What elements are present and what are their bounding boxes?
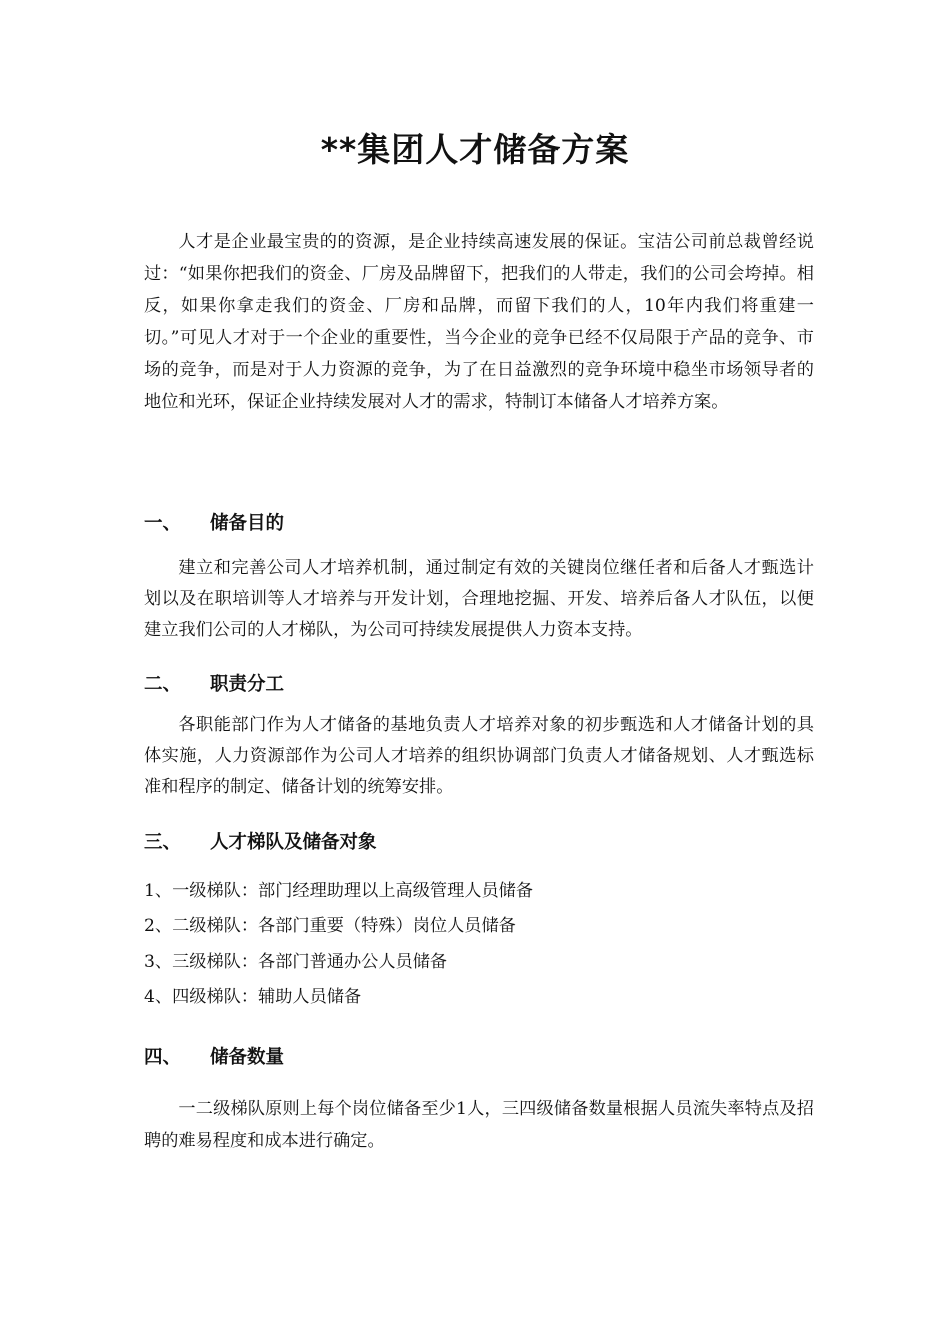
section-2-number: 二、 bbox=[144, 674, 182, 695]
tier-list-item: 3、三级梯队：各部门普通办公人员储备 bbox=[144, 952, 448, 972]
section-4-body: 一二级梯队原则上每个岗位储备至少1人，三四级储备数量根据人员流失率特点及招聘的难易程度和成本进行确定。 bbox=[144, 1099, 814, 1151]
document-title: **集团人才储备方案 bbox=[320, 130, 630, 169]
section-4-heading bbox=[144, 1043, 814, 1073]
section-1-body: 建立和完善公司人才培养机制，通过制定有效的关键岗位继任者和后备人才甄选计划以及在职培训等人才培养与开发计划，合理地挖掘、开发、培养后备人才队伍，以便建立我们公司的人才梯队，为公司可持续发展提供人力资本支持。 bbox=[144, 558, 814, 640]
section-1-number: 一、 bbox=[144, 513, 182, 534]
section-3-title: 人才梯队及储备对象 bbox=[210, 832, 377, 853]
section-2-heading bbox=[144, 670, 814, 700]
tier-list-item: 4、四级梯队：辅助人员储备 bbox=[144, 987, 362, 1007]
section-4-number: 四、 bbox=[144, 1047, 182, 1068]
tier-list-item: 1、一级梯队：部门经理助理以上高级管理人员储备 bbox=[144, 881, 534, 901]
section-1-heading bbox=[144, 509, 814, 539]
section-3-number: 三、 bbox=[144, 832, 182, 853]
intro-paragraph: 人才是企业最宝贵的的资源，是企业持续高速发展的保证。宝洁公司前总裁曾经说过：“如果你把我们的资金、厂房及品牌留下，把我们的人带走，我们的公司会垮掉。相反，如果你拿走我们的资金、厂房和品牌，而留下我们的人，10年内我们将重建一切。”可见人才对于一个企业的重要性，当今企业的竞争已经不仅局限于产品的竞争、市场的竞争，而是对于人力资源的竞争，为了在日益激烈的竞争环境中稳坐市场领导者的地位和光环，保证企业持续发展对人才的需求，特制订本储备人才培养方案。 bbox=[144, 232, 814, 412]
section-2-body: 各职能部门作为人才储备的基地负责人才培养对象的初步甄选和人才储备计划的具体实施，人力资源部作为公司人才培养的组织协调部门负责人才储备规划、人才甄选标准和程序的制定、储备计划的统筹安排。 bbox=[144, 715, 814, 797]
section-4-title: 储备数量 bbox=[210, 1047, 285, 1068]
section-1-title: 储备目的 bbox=[210, 513, 285, 534]
tier-list-item: 2、二级梯队：各部门重要（特殊）岗位人员储备 bbox=[144, 916, 516, 936]
section-3-heading bbox=[144, 828, 814, 858]
section-2-title: 职责分工 bbox=[210, 674, 285, 695]
